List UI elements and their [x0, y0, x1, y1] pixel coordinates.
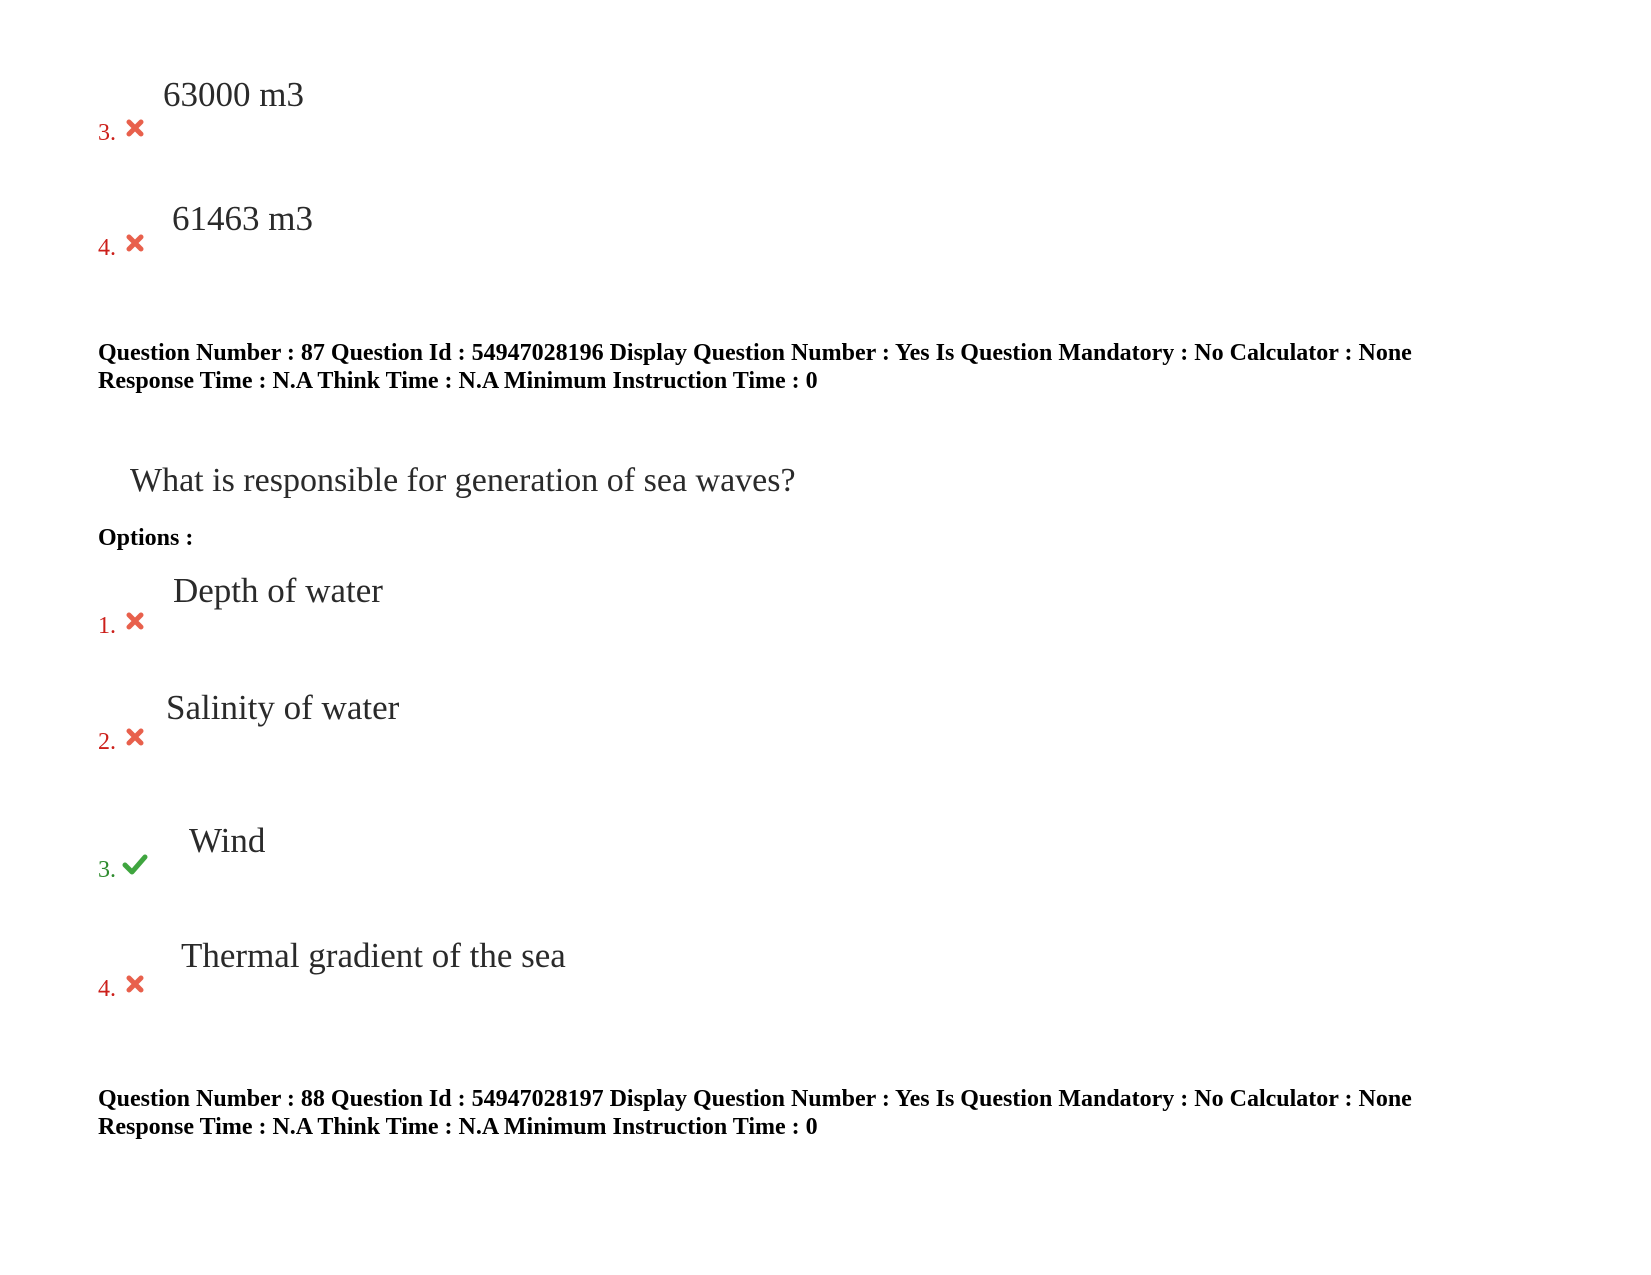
option-text: Depth of water — [173, 571, 383, 610]
check-icon — [122, 852, 148, 876]
option-number: 1. — [98, 613, 116, 639]
option-text: 63000 m3 — [163, 75, 304, 114]
option-number: 3. — [98, 857, 116, 883]
options-label: Options : — [98, 525, 194, 551]
option-number: 2. — [98, 729, 116, 755]
cross-icon — [124, 973, 146, 995]
question-meta-line-2: Response Time : N.A Think Time : N.A Minimum Instruction Time : 0 — [98, 1114, 818, 1140]
cross-icon — [124, 117, 146, 139]
option-text: Thermal gradient of the sea — [181, 936, 566, 975]
question-meta-line-1: Question Number : 88 Question Id : 54947028197 Display Question Number : Yes Is Question Mandatory : No Calculator : None — [98, 1086, 1412, 1112]
question-text: What is responsible for generation of sea waves? — [130, 462, 796, 499]
cross-icon — [124, 610, 146, 632]
option-text: 61463 m3 — [172, 199, 313, 238]
option-number: 4. — [98, 976, 116, 1002]
question-meta-line-2: Response Time : N.A Think Time : N.A Minimum Instruction Time : 0 — [98, 368, 818, 394]
option-number: 3. — [98, 120, 116, 146]
cross-icon — [124, 726, 146, 748]
option-number: 4. — [98, 235, 116, 261]
question-meta-line-1: Question Number : 87 Question Id : 54947028196 Display Question Number : Yes Is Question Mandatory : No Calculator : None — [98, 340, 1412, 366]
option-text: Wind — [189, 821, 266, 860]
option-text: Salinity of water — [166, 688, 400, 727]
cross-icon — [124, 232, 146, 254]
